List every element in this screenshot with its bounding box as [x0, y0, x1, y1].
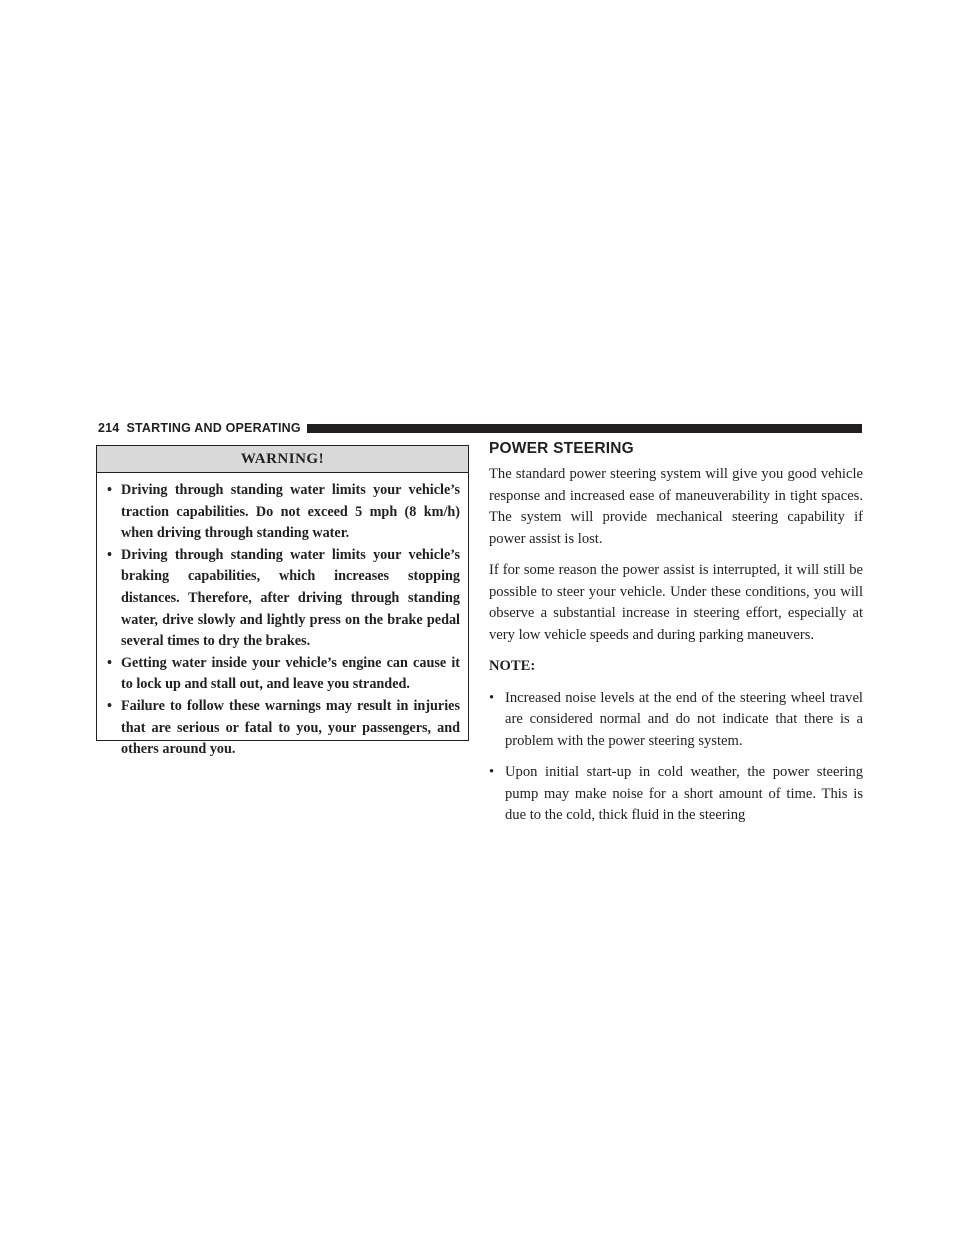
- note-label: NOTE:: [489, 658, 536, 674]
- page-number: 214: [98, 421, 120, 435]
- warning-item-text: Driving through standing water limits your vehicle’s traction capabilities. Do not exceed 5 mph (8 km/h) when driving through standing water.: [121, 482, 460, 542]
- body-paragraph: The standard power steering system will give you good vehicle response and increased ease of maneuverability in tight spaces. The system will provide mechanical steering capability if power assist is lost.: [489, 466, 863, 547]
- note-item: [489, 688, 863, 753]
- note-list: [489, 688, 863, 827]
- bullet: •: [489, 689, 495, 706]
- warning-item-text: Failure to follow these warnings may result in injuries that are serious or fatal to you, your passengers, and others around you.: [121, 697, 460, 758]
- header-rule: [307, 424, 862, 433]
- section-heading: POWER STEERING: [489, 440, 634, 457]
- bullet: •: [489, 764, 495, 780]
- warning-item: [107, 480, 460, 545]
- warning-item-text: Getting water inside your vehicle’s engine can cause it to lock up and stall out, and leave you stranded.: [121, 654, 460, 693]
- warning-item: [107, 696, 460, 761]
- bullet: •: [107, 654, 112, 671]
- bullet: •: [107, 482, 112, 498]
- page-header: [98, 418, 862, 438]
- bullet: •: [107, 546, 112, 563]
- power-steering-section: [489, 440, 863, 837]
- warning-item-text: Driving through standing water limits your vehicle’s braking capabilities, which increases stopping distances. Therefore, after driving through standing water, drive slowly and lightly press on the brake pedal several times to dry the brakes.: [121, 546, 460, 650]
- section-title: STARTING AND OPERATING: [126, 421, 301, 435]
- bullet: •: [107, 697, 112, 714]
- note-item-text: Upon initial start-up in cold weather, the power steering pump may make noise for a short amount of time. This is due to the cold, thick fluid in the steering: [505, 764, 863, 823]
- warning-item: [107, 545, 460, 653]
- body-paragraph: If for some reason the power assist is interrupted, it will still be possible to steer your vehicle. Under these conditions, you will observe a substantial increase in steering effort, especially at very low vehicle speeds and during parking maneuvers.: [489, 562, 863, 643]
- warning-box: [96, 445, 469, 758]
- note-item-text: Increased noise levels at the end of the steering wheel travel are considered normal and do not indicate that there is a problem with the power steering system.: [505, 689, 863, 749]
- note-item: [489, 762, 863, 827]
- warning-item: [107, 653, 460, 696]
- warning-title: WARNING!: [97, 446, 468, 473]
- warning-list: [97, 473, 468, 761]
